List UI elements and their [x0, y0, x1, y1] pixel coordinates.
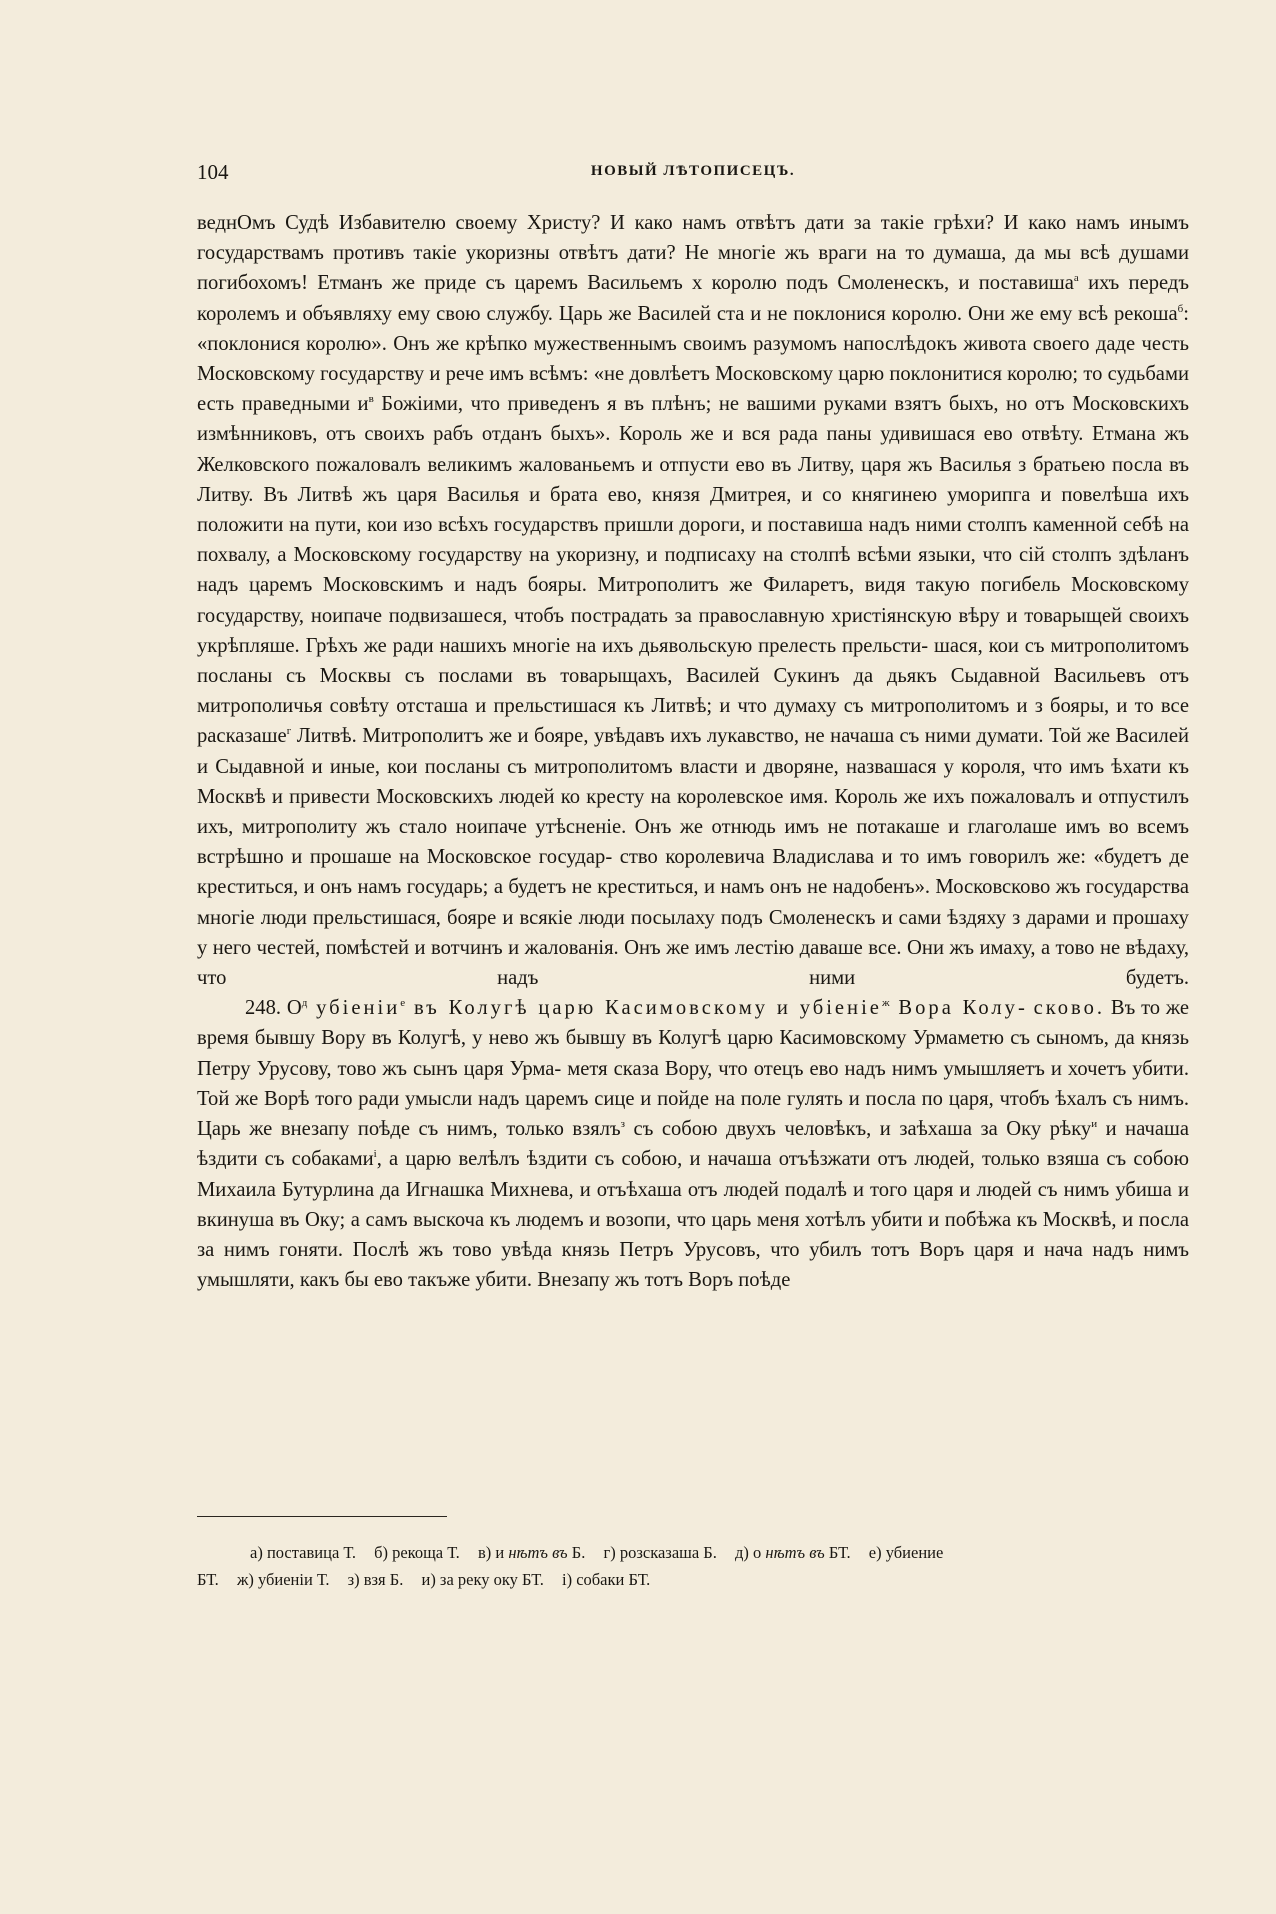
text-line: великимъ жалованьемъ и отпусти ево въ Литву, царя жъ Василья з братьею посла въ: [427, 453, 1189, 476]
footnote: б) рекоща Т.: [374, 1543, 460, 1562]
text-line: ѣхати къ Москвѣ и привести Московскихъ людей ко кресту на королевское имя. Король же: [197, 755, 1189, 808]
text-line: отъѣхаша отъ людей подалѣ и того царя и людей съ нимъ убиша и вкинуша въ Оку; а: [197, 1178, 1189, 1231]
footnote-divider: [197, 1516, 447, 1517]
section-heading: убіеніи: [307, 997, 401, 1020]
page-header: [197, 160, 1189, 190]
footnote-marker: г: [286, 725, 292, 738]
text-line: многіе люди прельстишася, бояре и всякіе люди посылаху подъ Смоленескъ и сами ѣздяху: [197, 906, 1007, 929]
footnote-marker: б: [1177, 302, 1184, 315]
section-number: 248. О: [245, 997, 302, 1020]
text-line: ради умысли надъ царемъ сице и пойде на поле гулять и посла по царя, чтобъ ѣхалъ съ: [358, 1087, 1133, 1110]
footnote-part: д) о: [735, 1543, 762, 1562]
footnote: е) убиение: [868, 1543, 944, 1562]
footnotes: [197, 1539, 1189, 1593]
text-line: Литву. Въ Литвѣ жъ царя Василья и брата ево, князя Дмитрея, и со княгинею уморипга: [197, 483, 1031, 506]
text-line: како намъ инымъ государствамъ противъ такіе укоризны отвѣтъ дати? Не многіе жъ враги: [197, 212, 1189, 265]
text-line: ноипаче подвизашеся, чтобъ пострадать за православную христіянскую вѣру и товарыщей: [310, 604, 1123, 627]
text-line: самъ выскоча къ людемъ и возопи, что царь меня хотѣлъ убити и побѣжа къ Москвѣ, и: [365, 1208, 1134, 1231]
footnote: и) за реку оку БТ.: [421, 1570, 544, 1589]
footnote-marker: е: [400, 997, 406, 1010]
text-line: метя сказа Вору, что отецъ ево надъ нимъ умышляетъ и хочетъ убити. Той же Ворѣ того: [197, 1057, 1189, 1110]
text-line: ихъ передъ королемъ и объявляху ему свою службу.: [197, 272, 1190, 325]
footnote-marker: і: [373, 1148, 377, 1161]
text-line: и бояре, увѣдавъ ихъ лукавство, не начаша съ ними думати. Той же Василей и Сыдавной: [197, 725, 1189, 778]
text-line: отъѣзжати отъ людей, только взяша съ собою Михаила Бутурлина да Игнашка Михнева, и: [197, 1148, 1189, 1201]
text-line: за Оку рѣку: [980, 1118, 1092, 1141]
footnote-part: в) и: [477, 1543, 505, 1562]
footnote: [735, 1543, 851, 1562]
text-line: и что думаху съ митрополитомъ и з бояры, и то все расказаше: [197, 695, 1189, 748]
footnote-line: [197, 1566, 1189, 1593]
footnote-marker: а: [1073, 272, 1079, 285]
footnote-marker: и: [1091, 1118, 1098, 1131]
footnote-marker: в: [368, 393, 374, 406]
text-line: Божіими, что приведенъ я въ плѣнъ; не вашими: [373, 393, 817, 416]
text-line: и начаша ѣздити съ собаками: [197, 1118, 1190, 1171]
footnote-marker: ж: [881, 997, 890, 1010]
text-line: и повелѣша ихъ положити на пути, кои изо всѣхъ государствъ пришли дороги, и поставиша: [197, 483, 1189, 537]
text-line: своихъ укрѣпляше. Грѣхъ же ради нашихъ многіе на ихъ дьявольскую прелесть прельсти-: [197, 604, 1190, 657]
text-line: подписаху на столпѣ всѣми языки, что сій столпъ здѣланъ надъ царемъ Московскимъ и: [197, 544, 1189, 597]
text-line: королю; то судьбами есть праведными и: [197, 363, 1189, 416]
text-line: съ собою двухъ человѣкъ, и заѣхаша: [625, 1118, 972, 1141]
text-line: на то думаша, да мы всѣ душами погибохомъ! Етманъ же приде съ царемъ Васильемъ х: [197, 242, 1189, 295]
paragraph-248: [197, 993, 1189, 1295]
footnote: і) собаки БТ.: [561, 1570, 651, 1589]
footnote: БТ.: [197, 1570, 219, 1589]
text-line: государь; а будетъ не креститься, и намъ онъ не надобенъ». Московсково жъ государства: [406, 876, 1190, 899]
text-line: и иные, кои посланы съ митрополитомъ власти и дворяне, назвашася у короля, что имъ: [311, 755, 1105, 778]
text-line: Король же и вся рада паны удивишася ево отвѣту. Етмана жъ Желковского пожаловалъ: [197, 423, 1189, 476]
text-line: , а царю велѣлъ ѣздити съ собою, и начаша: [376, 1148, 772, 1171]
footnote-italic: нѣтъ въ: [765, 1543, 825, 1562]
text-line: Въ то же время бывшу Вору въ Колугѣ, у нево жъ бывшу въ Колугѣ царю: [197, 997, 1190, 1050]
footnote: з) взя Б.: [347, 1570, 404, 1589]
text-line: Московскому государству и рече имъ всѣмъ: «не довлѣетъ Московскому царю поклонитися: [197, 363, 1002, 386]
text-line: з дарами и прошаху у него честей, помѣстей и вотчинъ и жалованія. Онъ же имъ лестію: [197, 906, 1189, 959]
footnote-italic: нѣтъ въ: [508, 1543, 568, 1562]
text-line: царя и нача надъ нимъ умышляти, какъ бы ево такъже убити. Внезапу жъ тотъ Воръ поѣде: [197, 1238, 1190, 1292]
footnote: [478, 1543, 585, 1562]
text-line: надъ ними столпъ каменной себѣ на похвалу, а Московскому государству на укоризну, и: [197, 514, 1190, 567]
text-line: шася, кои съ митрополитомъ посланы съ Москвы съ послами въ товарыщахъ, Василей Сукинъ: [197, 634, 1189, 688]
page-number: 104: [197, 160, 229, 184]
text-line: руками взятъ быхъ, но отъ Московскихъ измѣнниковъ, отъ своихъ рабъ отданъ быхъ».: [197, 393, 1190, 446]
text-line: королю подъ Смоленескъ, и поставиша: [711, 272, 1074, 295]
footnote: г) розсказаша Б.: [603, 1543, 717, 1562]
section-heading: въ Колугѣ царю Касимовскому и убіеніе: [405, 997, 882, 1020]
text-line: : «поклонися королю».: [197, 302, 1189, 355]
footnote: ж) убиеніи Т.: [236, 1570, 330, 1589]
main-text: [197, 208, 1189, 1295]
footnote-line: [197, 1539, 1189, 1566]
section-heading: Вора Колу-: [889, 997, 1028, 1020]
text-line: веднОмъ Судѣ Избавителю своему Христу? И како намъ отвѣтъ дати за такіе грѣхи? И: [197, 212, 1019, 234]
text-line: посла за нимъ гоняти. Послѣ жъ тово увѣда князь Петръ Урусовъ, что убилъ тотъ Воръ: [197, 1208, 1189, 1261]
text-line: имъ не потакаше и глаголаше имъ во всемъ встрѣшно и прошаше на Московское государ-: [197, 816, 1189, 869]
section-heading: сково.: [1033, 997, 1106, 1020]
paragraph-1: [197, 208, 1189, 993]
text-line: да дьякъ Сыдавной Васильевъ отъ митрополичья совѣту отсташа и прельстишася къ Литвѣ;: [197, 665, 1189, 718]
footnote: а) поставица Т.: [250, 1543, 356, 1562]
running-title: НОВЫЙ ЛѢТОПИСЕЦЪ.: [590, 163, 796, 179]
text-line: ство королевича Владислава и то имъ говорилъ же: «будетъ де креститься, и онъ намъ: [197, 846, 1189, 899]
text-line: Онъ же крѣпко мужественнымъ своимъ разумомъ напослѣдокъ живота своего даде честь: [393, 332, 1189, 355]
footnote-part: БТ.: [828, 1543, 851, 1562]
footnote-marker: з: [620, 1118, 626, 1131]
text-line: Литвѣ. Митрополитъ же: [291, 725, 513, 748]
text-line: надъ бояры. Митрополитъ же Филаретъ, видя такую погибель Московскому государству,: [197, 574, 1190, 627]
text-line: ихъ пожаловалъ и отпустилъ ихъ, митрополиту жъ стало ноипаче утѣсненіе. Онъ же отнюдь: [197, 785, 1189, 839]
footnote-marker: д: [301, 997, 308, 1010]
text-line: нимъ. Царь же внезапу поѣде съ нимъ, только взялъ: [197, 1087, 1189, 1141]
text-line: Царь же Василей ста и не поклонися королю. Они же ему всѣ рекоша: [558, 302, 1178, 325]
text-line: Касимовскому Урмаметю съ сыномъ, да князь Петру Урусову, тово жъ сынъ царя Урма-: [197, 1027, 1189, 1080]
footnote-part: Б.: [571, 1543, 586, 1562]
text-line: даваше все. Они жъ имаху, а тово не вѣдаху, что надъ ними будетъ.: [197, 936, 1189, 990]
